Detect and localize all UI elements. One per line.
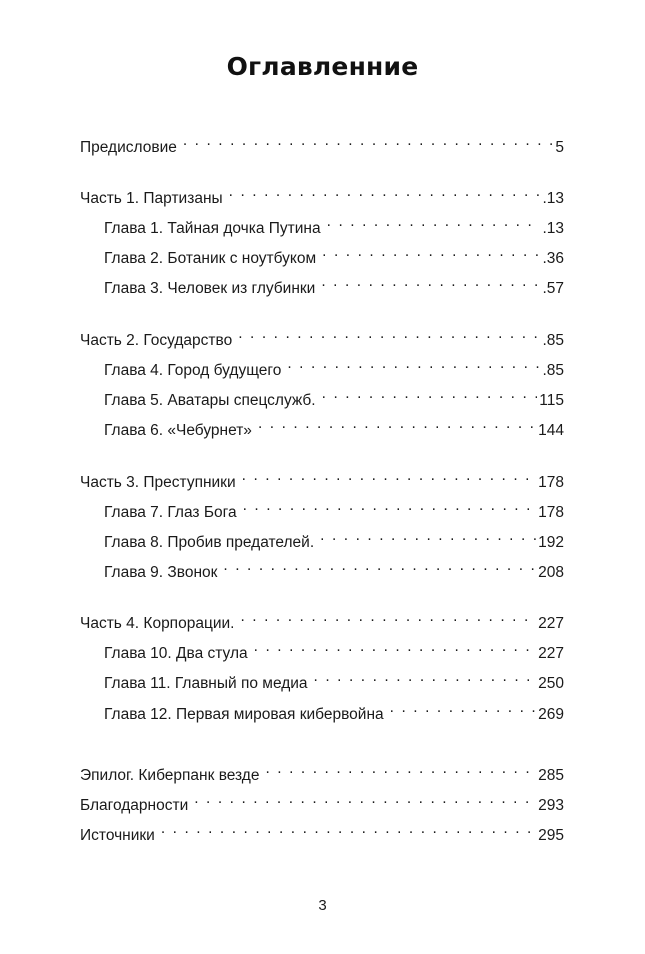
toc-entry-label: Глава 12. Первая мировая кибервойна (104, 706, 384, 723)
dot-leader (227, 181, 541, 203)
toc-entry-label: Глава 11. Главный по медиа (104, 675, 308, 692)
toc-entry-chapter-10 (104, 636, 564, 662)
toc-entry-page: .13 (540, 188, 564, 210)
toc-entry-page: 5 (553, 137, 564, 159)
toc-entry-page: .85 (540, 360, 564, 382)
toc-entry-part-4 (80, 606, 564, 632)
toc-entry-page: 208 (536, 562, 564, 584)
toc-entry-part-1 (80, 181, 564, 207)
page-number: 3 (318, 897, 327, 914)
toc-entry-page: 295 (536, 825, 564, 847)
toc-entry-chapter-11 (104, 666, 564, 692)
toc-entry-page: 227 (536, 613, 564, 635)
toc-entry-page: 285 (536, 765, 564, 787)
dot-leader (221, 555, 536, 577)
toc-entry-label: Глава 1. Тайная дочка Путина (104, 220, 321, 237)
dot-leader (319, 271, 540, 293)
toc-entry-label: Часть 1. Партизаны (80, 190, 223, 207)
dot-leader (240, 465, 537, 487)
toc-entry-page: 250 (536, 673, 564, 695)
toc-entry-page: .13 (540, 218, 564, 240)
toc-entry-label: Благодарности (80, 797, 189, 814)
toc-entry-chapter-9 (104, 555, 564, 581)
toc-entry-label: Глава 2. Ботаник с ноутбуком (104, 250, 317, 267)
toc-entry-page: 115 (537, 390, 564, 412)
toc-entry-page: 144 (536, 420, 564, 442)
dot-leader (320, 383, 538, 405)
toc-entry-epilogue (80, 758, 564, 784)
dot-leader (312, 666, 537, 688)
toc-entry-chapter-4 (104, 353, 564, 379)
toc-entry-chapter-8 (104, 525, 564, 551)
toc-entry-chapter-5 (104, 383, 564, 409)
dot-leader (159, 818, 536, 840)
toc-entry-part-2 (80, 323, 564, 349)
toc-entry-page: 178 (536, 502, 564, 524)
toc-entry-label: Часть 3. Преступники (80, 474, 236, 491)
toc-entry-label: Предисловие (80, 139, 177, 156)
toc-entry-label: Часть 4. Корпорации. (80, 615, 235, 632)
toc-entry-page: 269 (536, 704, 564, 726)
toc-entry-label: Глава 4. Город будущего (104, 362, 282, 379)
toc-entry-part-3 (80, 465, 564, 491)
dot-leader (241, 495, 537, 517)
toc-entry-page: .36 (540, 248, 564, 270)
page-title: Оглавленние (226, 52, 419, 81)
dot-leader (318, 525, 536, 547)
dot-leader (192, 788, 536, 810)
toc-entry-chapter-3 (104, 271, 564, 297)
toc-entry-label: Часть 2. Государство (80, 332, 233, 349)
toc-entry-page: 227 (536, 643, 564, 665)
toc-entry-chapter-6 (104, 413, 564, 439)
toc-entry-chapter-2 (104, 241, 564, 267)
dot-leader (236, 323, 540, 345)
toc-entry-page: .57 (540, 278, 564, 300)
dot-leader (256, 413, 536, 435)
toc-entry-preface (80, 130, 564, 156)
toc-entry-label: Источники (80, 827, 155, 844)
toc-entry-label: Глава 7. Глаз Бога (104, 504, 237, 521)
toc-entry-page: .85 (540, 330, 564, 352)
dot-leader (263, 758, 536, 780)
toc-entry-label: Глава 9. Звонок (104, 564, 218, 581)
dot-leader (238, 606, 536, 628)
toc-entry-chapter-7 (104, 495, 564, 521)
toc-entry-chapter-1 (104, 211, 564, 237)
toc-entry-label: Глава 10. Два стула (104, 645, 248, 662)
dot-leader (320, 241, 540, 263)
dot-leader (252, 636, 537, 658)
toc-entry-page: 178 (536, 472, 564, 494)
toc-entry-label: Глава 8. Пробив предателей. (104, 534, 315, 551)
toc-entry-page: 293 (536, 795, 564, 817)
dot-leader (285, 353, 540, 375)
toc-entry-label: Эпилог. Киберпанк везде (80, 767, 260, 784)
toc-entry-label: Глава 3. Человек из глубинки (104, 280, 316, 297)
dot-leader (325, 211, 541, 233)
dot-leader (388, 697, 536, 719)
dot-leader (181, 130, 554, 152)
toc-entry-chapter-12 (104, 697, 564, 723)
toc-entry-label: Глава 5. Аватары спецслужб. (104, 392, 316, 409)
toc-entry-page: 192 (536, 532, 564, 554)
toc-entry-label: Глава 6. «Чебурнет» (104, 422, 252, 439)
toc-entry-sources (80, 818, 564, 844)
toc-entry-acknowledgements (80, 788, 564, 814)
